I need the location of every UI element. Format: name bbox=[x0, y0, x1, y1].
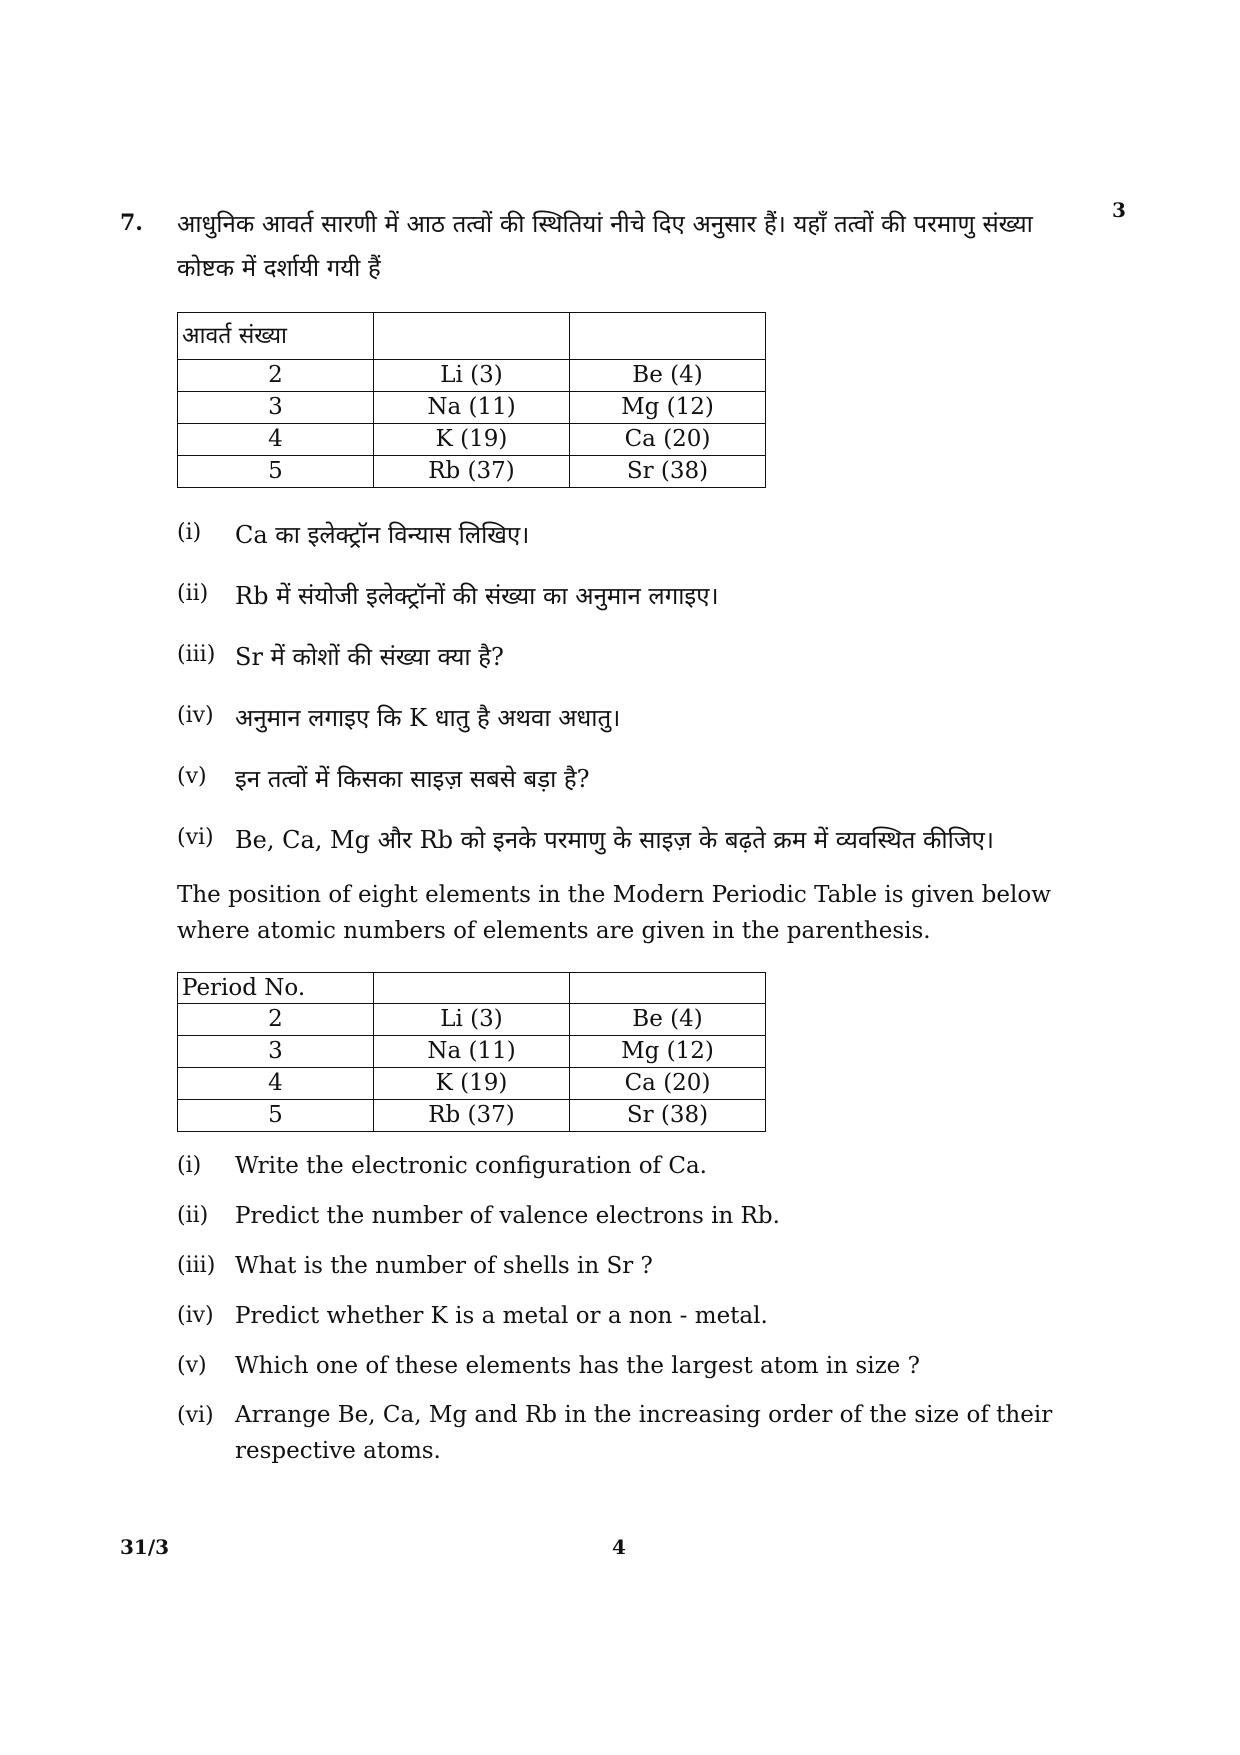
table-cell: Na (11) bbox=[374, 392, 570, 424]
hindi-intro-text: आधुनिक आवर्त सारणी में आठ तत्वों की स्थितियां नीचे दिए अनुसार हैं। यहाँ तत्वों की परमाणु संख्या कोष्टक में दर्शायी गयी हैं bbox=[177, 210, 1033, 282]
table-header-cell bbox=[374, 313, 570, 360]
table-cell: Be (4) bbox=[570, 1004, 766, 1036]
page-number: 4 bbox=[612, 1535, 626, 1559]
table-header-row bbox=[178, 973, 766, 1004]
table-cell: 2 bbox=[178, 1004, 374, 1036]
question-text: Be, Ca, Mg और Rb को इनके परमाणु के साइज़ के बढ़ते क्रम में व्यवस्थित कीजिए। bbox=[235, 826, 995, 854]
table-cell: K (19) bbox=[374, 1068, 570, 1100]
table-cell: K (19) bbox=[374, 424, 570, 456]
table-header-cell bbox=[374, 973, 570, 1004]
table-cell: Ca (20) bbox=[570, 1068, 766, 1100]
table-cell: 5 bbox=[178, 456, 374, 488]
table-cell: 4 bbox=[178, 424, 374, 456]
question-text: अनुमान लगाइए कि K धातु है अथवा अधातु। bbox=[235, 704, 621, 732]
periodic-table-english bbox=[177, 972, 766, 1132]
table-cell: Li (3) bbox=[374, 360, 570, 392]
table-cell: Ca (20) bbox=[570, 424, 766, 456]
table-cell: Sr (38) bbox=[570, 456, 766, 488]
table-cell: Na (11) bbox=[374, 1036, 570, 1068]
question-text: इन तत्वों में किसका साइज़ सबसे बड़ा है? bbox=[235, 765, 590, 793]
table-cell: Mg (12) bbox=[570, 392, 766, 424]
table-row bbox=[178, 1100, 766, 1132]
table-header-cell: आवर्त संख्या bbox=[178, 313, 374, 360]
table-header-cell bbox=[570, 313, 766, 360]
question-roman: (vi) bbox=[177, 825, 214, 850]
question-text: Predict whether K is a metal or a non - metal. bbox=[235, 1303, 768, 1329]
question-marks: 3 bbox=[1112, 198, 1126, 222]
table-cell: 3 bbox=[178, 392, 374, 424]
table-cell: 5 bbox=[178, 1100, 374, 1132]
table-row bbox=[178, 360, 766, 392]
table-cell: Sr (38) bbox=[570, 1100, 766, 1132]
question-roman: (vi) bbox=[177, 1403, 214, 1428]
question-text: Rb में संयोजी इलेक्ट्रॉनों की संख्या का अनुमान लगाइए। bbox=[235, 582, 719, 610]
table-header-row bbox=[178, 313, 766, 360]
table-row bbox=[178, 392, 766, 424]
table-row bbox=[178, 1068, 766, 1100]
question-roman: (iv) bbox=[177, 703, 214, 728]
question-text: Ca का इलेक्ट्रॉन विन्यास लिखिए। bbox=[235, 521, 530, 549]
question-roman: (i) bbox=[177, 520, 202, 545]
question-text: What is the number of shells in Sr ? bbox=[235, 1253, 653, 1279]
question-roman: (iii) bbox=[177, 642, 216, 667]
question-roman: (i) bbox=[177, 1153, 202, 1178]
table-header-cell: Period No. bbox=[178, 973, 374, 1004]
question-roman: (ii) bbox=[177, 1203, 209, 1228]
question-text: Which one of these elements has the largest atom in size ? bbox=[235, 1353, 920, 1379]
periodic-table-hindi bbox=[177, 312, 766, 488]
question-number: 7. bbox=[120, 210, 143, 236]
table-row bbox=[178, 1036, 766, 1068]
question-roman: (v) bbox=[177, 1353, 207, 1378]
question-text: Predict the number of valence electrons in Rb. bbox=[235, 1203, 780, 1229]
table-cell: Rb (37) bbox=[374, 456, 570, 488]
table-row bbox=[178, 1004, 766, 1036]
question-text: Write the electronic configuration of Ca. bbox=[235, 1153, 707, 1179]
table-cell: Li (3) bbox=[374, 1004, 570, 1036]
question-text: Sr में कोशों की संख्या क्या है? bbox=[235, 643, 504, 671]
question-roman: (ii) bbox=[177, 581, 209, 606]
question-text: Arrange Be, Ca, Mg and Rb in the increasing order of the size of their respective atoms. bbox=[235, 1402, 1053, 1464]
table-row bbox=[178, 424, 766, 456]
english-intro-text: The position of eight elements in the Modern Periodic Table is given below where atomic numbers of elements are given in the parenthesis. bbox=[177, 882, 1051, 944]
question-roman: (iii) bbox=[177, 1253, 216, 1278]
table-cell: 3 bbox=[178, 1036, 374, 1068]
table-cell: 2 bbox=[178, 360, 374, 392]
table-cell: Mg (12) bbox=[570, 1036, 766, 1068]
table-cell: Rb (37) bbox=[374, 1100, 570, 1132]
table-cell: Be (4) bbox=[570, 360, 766, 392]
table-header-cell bbox=[570, 973, 766, 1004]
question-roman: (iv) bbox=[177, 1303, 214, 1328]
question-roman: (v) bbox=[177, 764, 207, 789]
paper-code: 31/3 bbox=[120, 1535, 170, 1559]
table-row bbox=[178, 456, 766, 488]
table-cell: 4 bbox=[178, 1068, 374, 1100]
